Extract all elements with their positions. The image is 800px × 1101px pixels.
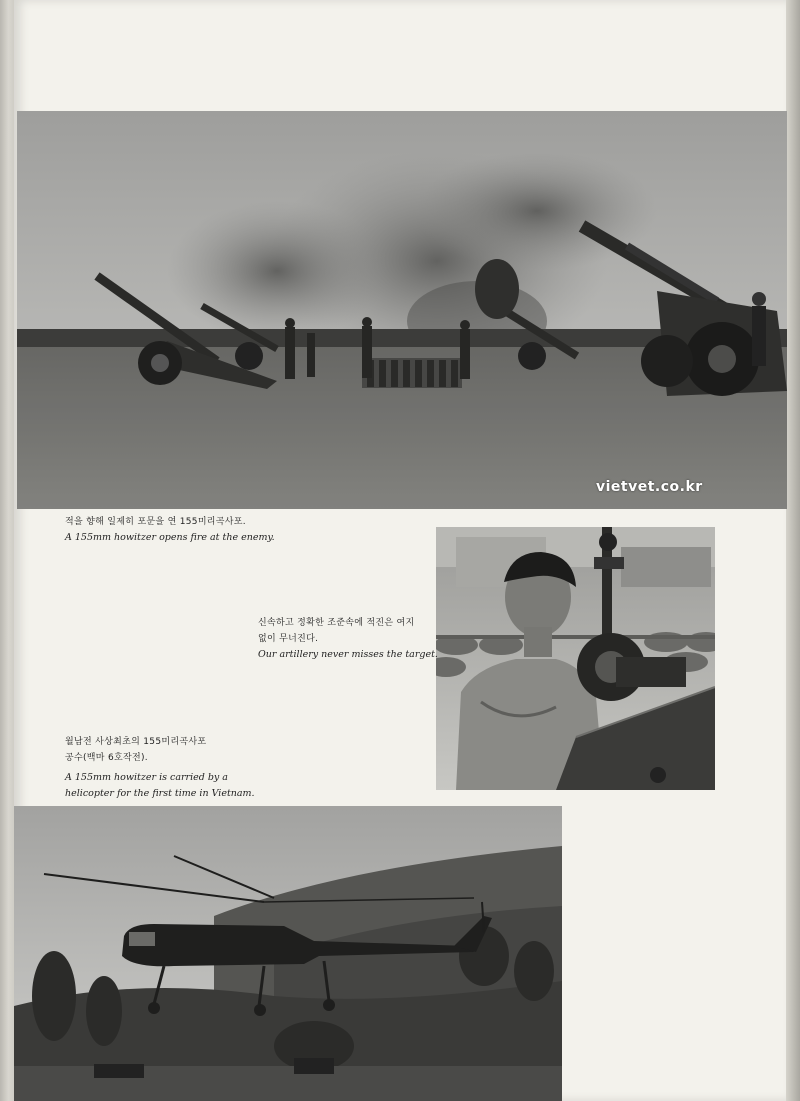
page-edge [786, 0, 800, 1101]
caption-airlift-korean-line2: 공수(백마 6호작전). [65, 753, 148, 763]
caption-airlift-english-line1: A 155mm howitzer is carried by a [65, 772, 228, 783]
caption-airlift-english-line2: helicopter for the first time in Vietnam. [65, 788, 255, 799]
caption-target-english: Our artillery never misses the target. [258, 649, 438, 660]
gunner-portrait-photo [436, 527, 715, 790]
caption-fire [65, 514, 325, 546]
book-spine [0, 0, 14, 1101]
caption-target-korean-line2: 없이 무너진다. [258, 634, 319, 644]
helicopter-airlift-photo [14, 806, 562, 1101]
caption-fire-english: A 155mm howitzer opens fire at the enemy. [65, 532, 275, 543]
caption-target-korean-line1: 신속하고 정확한 조준속에 적진은 여지 [258, 618, 415, 628]
caption-airlift-korean-line1: 월남전 사상최초의 155미리곡사포 [65, 737, 207, 747]
site-watermark: vietvet.co.kr [596, 479, 703, 495]
caption-fire-korean: 적을 향해 일제히 포문을 연 155미리곡사포. [65, 517, 246, 527]
caption-airlift [65, 734, 265, 802]
howitzer-battery-photo [17, 111, 787, 509]
caption-target [258, 615, 438, 663]
